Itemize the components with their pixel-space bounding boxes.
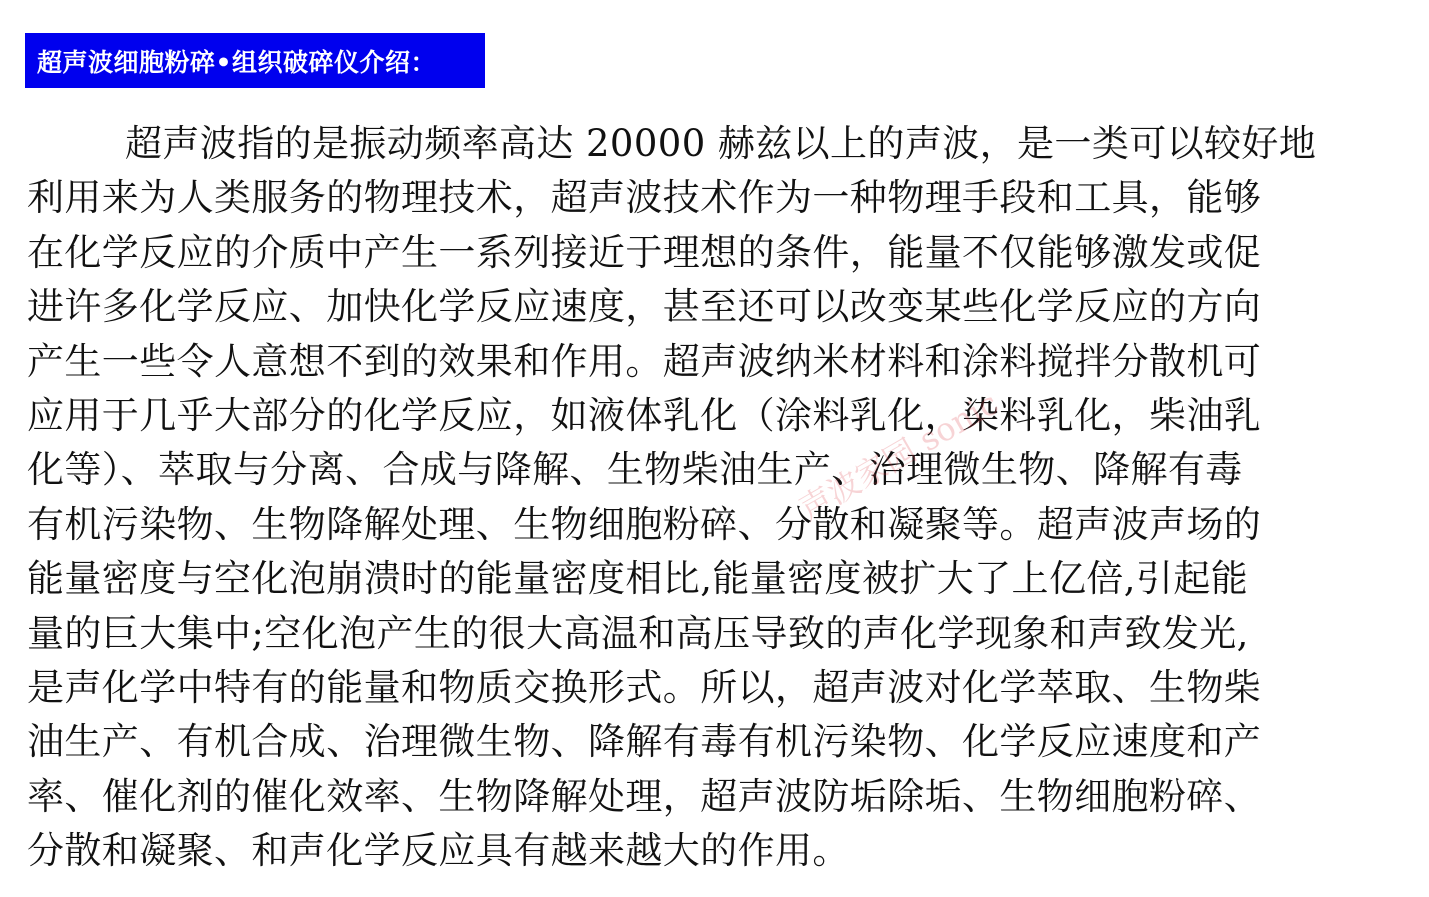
paragraph-line: 分散和凝聚、和声化学反应具有越来越大的作用。 (27, 829, 850, 873)
paragraph-line: 应用于几乎大部分的化学反应，如液体乳化（涂料乳化，染料乳化，柴油乳 (27, 393, 1262, 437)
paragraph-line: 率、催化剂的催化效率、生物降解处理，超声波防垢除垢、生物细胞粉碎、 (27, 774, 1262, 818)
paragraph-line: 在化学反应的介质中产生一系列接近于理想的条件，能量不仅能够激发或促 (27, 230, 1262, 274)
paragraph-line: 利用来为人类服务的物理技术，超声波技术作为一种物理手段和工具，能够 (27, 176, 1262, 220)
paragraph-line: 进许多化学反应、加快化学反应速度，甚至还可以改变某些化学反应的方向 (27, 285, 1262, 329)
paragraph-line: 产生一些令人意想不到的效果和作用。超声波纳米材料和涂料搅拌分散机可 (27, 339, 1262, 383)
paragraph-line: 超声波指的是振动频率高达 20000 赫兹以上的声波，是一类可以较好地 (125, 122, 1317, 165)
paragraph-line: 量的巨大集中;空化泡产生的很大高温和高压导致的声化学现象和声致发光, (27, 611, 1249, 655)
paragraph-line: 是声化学中特有的能量和物质交换形式。所以，超声波对化学萃取、生物柴 (27, 665, 1262, 709)
paragraph-line: 化等）、萃取与分离、合成与降解、生物柴油生产、治理微生物、降解有毒 (27, 448, 1243, 492)
section-title-bar (25, 33, 485, 88)
paragraph-line: 能量密度与空化泡崩溃时的能量密度相比,能量密度被扩大了上亿倍,引起能 (27, 557, 1249, 601)
section-title: 超声波细胞粉碎•组织破碎仪介绍： (37, 47, 436, 77)
paragraph-line: 油生产、有机合成、治理微生物、降解有毒有机污染物、化学反应速度和产 (27, 720, 1262, 764)
paragraph-line: 有机污染物、生物降解处理、生物细胞粉碎、分散和凝聚等。超声波声场的 (27, 502, 1262, 546)
intro-paragraph (27, 117, 1422, 878)
watermark: 声波家园 sonic (793, 383, 1005, 529)
